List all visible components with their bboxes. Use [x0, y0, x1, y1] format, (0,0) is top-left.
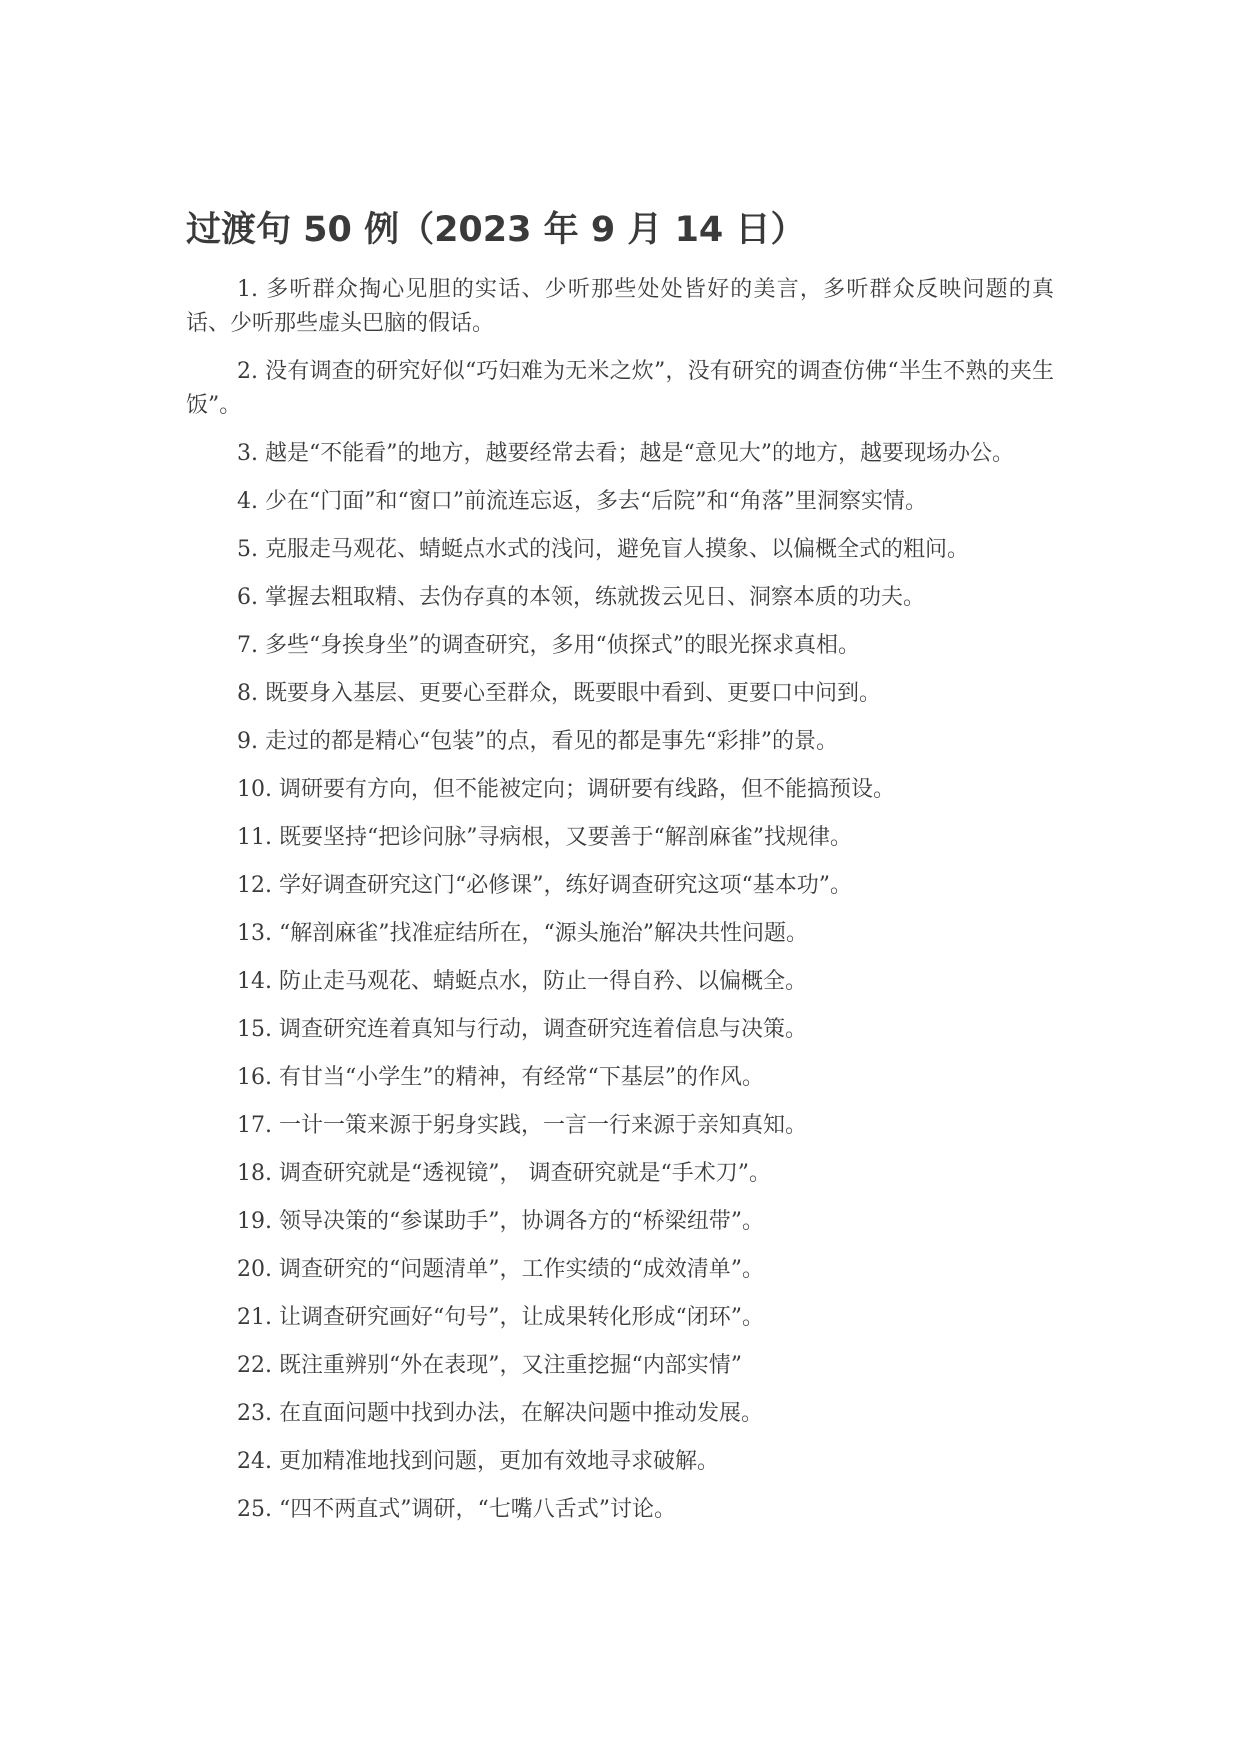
paragraph-24: 24. 更加精准地找到问题，更加有效地寻求破解。 [237, 1449, 719, 1474]
paragraph-17: 17. 一计一策来源于躬身实践，一言一行来源于亲知真知。 [237, 1113, 807, 1138]
paragraph-23: 23. 在直面问题中找到办法，在解决问题中推动发展。 [237, 1401, 763, 1426]
paragraph-13: 13. “解剖麻雀”找准症结所在，“源头施治”解决共性问题。 [237, 921, 808, 946]
paragraph-15: 15. 调查研究连着真知与行动，调查研究连着信息与决策。 [237, 1017, 807, 1042]
paragraph-18: 18. 调查研究就是“透视镜”， 调查研究就是“手术刀”。 [237, 1161, 771, 1186]
paragraph-1: 1. 多听群众掏心见胆的实话、少听那些处处皆好的美言，多听群众反映问题的真话、少听那些虚头巴脑的假话。 [186, 277, 1054, 336]
paragraph-22: 22. 既注重辨别“外在表现”，又注重挖掘“内部实情” [237, 1353, 742, 1378]
paragraph-10: 10. 调研要有方向，但不能被定向；调研要有线路，但不能搞预设。 [237, 777, 895, 802]
paragraph-6: 6. 掌握去粗取精、去伪存真的本领，练就拨云见日、洞察本质的功夫。 [237, 585, 925, 610]
paragraph-21: 21. 让调查研究画好“句号”，让成果转化形成“闭环”。 [237, 1305, 764, 1330]
paragraph-9: 9. 走过的都是精心“包装”的点，看见的都是事先“彩排”的景。 [237, 729, 838, 754]
paragraph-3: 3. 越是“不能看”的地方，越要经常去看；越是“意见大”的地方，越要现场办公。 [237, 441, 1014, 466]
document-body [186, 273, 1054, 1541]
paragraph-5: 5. 克服走马观花、蜻蜓点水式的浅问，避免盲人摸象、以偏概全式的粗问。 [237, 537, 969, 562]
paragraph-14: 14. 防止走马观花、蜻蜓点水，防止一得自矜、以偏概全。 [237, 969, 807, 994]
paragraph-11: 11. 既要坚持“把诊问脉”寻病根，又要善于“解剖麻雀”找规律。 [237, 825, 852, 850]
paragraph-19: 19. 领导决策的“参谋助手”，协调各方的“桥梁纽带”。 [237, 1209, 764, 1234]
document-title: 过渡句 50 例（2023 年 9 月 14 日） [186, 210, 806, 250]
paragraph-8: 8. 既要身入基层、更要心至群众，既要眼中看到、更要口中问到。 [237, 681, 881, 706]
paragraph-2: 2. 没有调查的研究好似“巧妇难为无米之炊”，没有研究的调查仿佛“半生不熟的夹生饭”。 [186, 359, 1054, 418]
paragraph-4: 4. 少在“门面”和“窗口”前流连忘返，多去“后院”和“角落”里洞察实情。 [237, 489, 927, 514]
paragraph-12: 12. 学好调查研究这门“必修课”，练好调查研究这项“基本功”。 [237, 873, 852, 898]
paragraph-25: 25. “四不两直式”调研，“七嘴八舌式”讨论。 [237, 1497, 676, 1522]
paragraph-7: 7. 多些“身挨身坐”的调查研究，多用“侦探式”的眼光探求真相。 [237, 633, 860, 658]
paragraph-20: 20. 调查研究的“问题清单”，工作实绩的“成效清单”。 [237, 1257, 764, 1282]
paragraph-16: 16. 有甘当“小学生”的精神，有经常“下基层”的作风。 [237, 1065, 764, 1090]
